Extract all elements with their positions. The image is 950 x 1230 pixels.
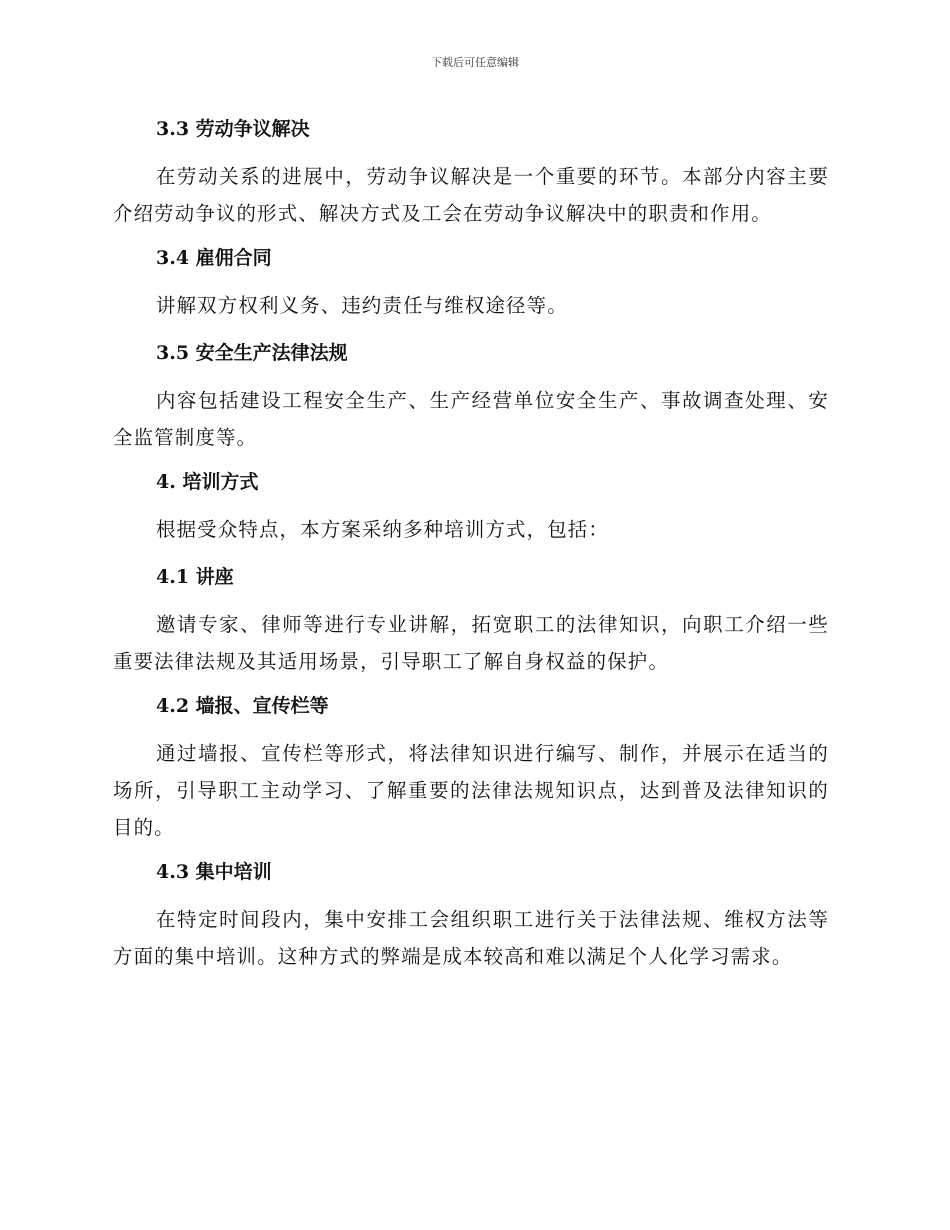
section-heading-3-3: 3.3 劳动争议解决 xyxy=(156,118,310,140)
section-heading-4-3: 4.3 集中培训 xyxy=(156,861,272,883)
page-header: 下载后可任意编辑 xyxy=(431,56,519,69)
section-paragraph-4: 根据受众特点，本方案采纳多种培训方式，包括： xyxy=(156,518,609,541)
section-paragraph-3-5: 内容包括建设工程安全生产、生产经营单位安全生产、事故调查处理、安全监管制度等。 xyxy=(113,389,829,449)
section-paragraph-4-2: 通过墙报、宣传栏等形式，将法律知识进行编写、制作，并展示在适当的场所，引导职工主动学习、了解重要的法律法规知识点，达到普及法律知识的目的。 xyxy=(113,742,829,839)
section-paragraph-3-3: 在劳动关系的进展中，劳动争议解决是一个重要的环节。本部分内容主要介绍劳动争议的形式、解决方式及工会在劳动争议解决中的职责和作用。 xyxy=(113,165,829,225)
section-paragraph-3-4: 讲解双方权利义务、违约责任与维权途径等。 xyxy=(156,294,568,317)
section-heading-4-1: 4.1 讲座 xyxy=(156,566,234,588)
section-heading-3-4: 3.4 雇佣合同 xyxy=(156,247,272,269)
section-heading-4-2: 4.2 墙报、宣传栏等 xyxy=(156,695,329,717)
document-body xyxy=(113,112,829,984)
section-paragraph-4-3: 在特定时间段内，集中安排工会组织职工进行关于法律法规、维权方法等方面的集中培训。这种方式的弊端是成本较高和难以满足个人化学习需求。 xyxy=(113,908,829,968)
section-heading-3-5: 3.5 安全生产法律法规 xyxy=(156,342,348,364)
section-heading-4: 4. 培训方式 xyxy=(156,471,259,493)
section-paragraph-4-1: 邀请专家、律师等进行专业讲解，拓宽职工的法律知识，向职工介绍一些重要法律法规及其适用场景，引导职工了解自身权益的保护。 xyxy=(113,613,829,673)
